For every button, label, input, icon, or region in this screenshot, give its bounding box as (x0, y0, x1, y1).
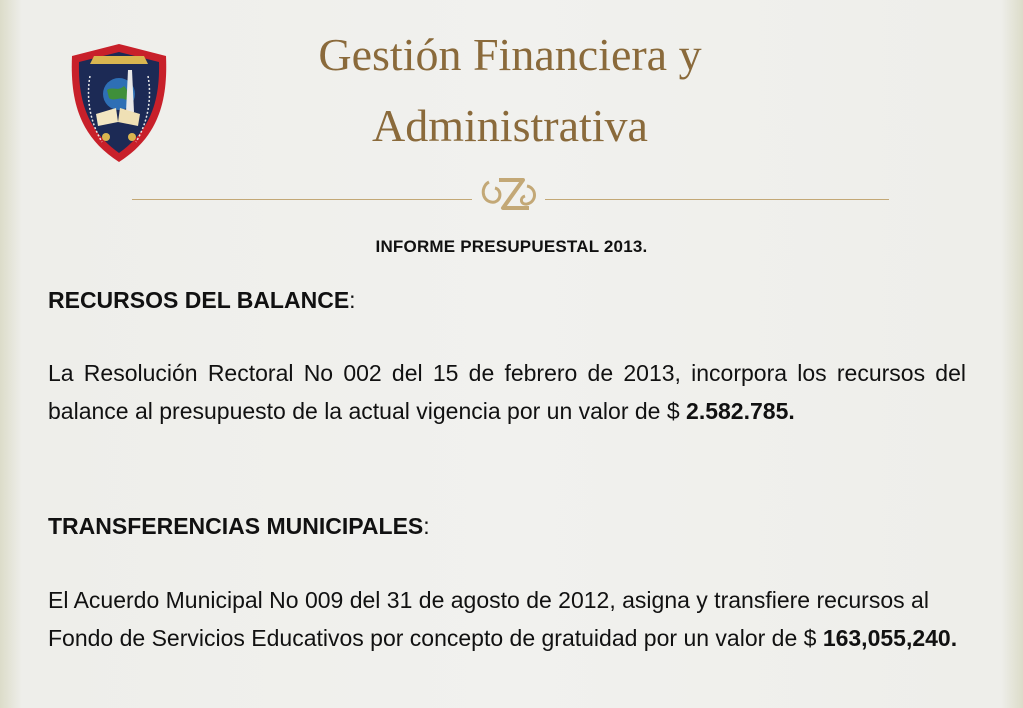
section-heading-recursos (48, 281, 966, 319)
heading-text: TRANSFERENCIAS MUNICIPALES (48, 513, 424, 539)
report-subtitle: INFORME PRESUPUESTAL 2013. (375, 237, 648, 256)
title-divider-right (545, 199, 889, 200)
paragraph-recursos (48, 354, 966, 430)
amount-value: 2.582.785. (686, 398, 795, 424)
paragraph-text: La Resolución Rectoral No 002 del 15 de febrero de 2013, incorpora los recursos del balance al presupuesto de la actual vigencia por un valor de $ (48, 360, 966, 424)
institution-crest-logo (66, 42, 172, 164)
paragraph-transferencias (48, 581, 958, 657)
heading-text: RECURSOS DEL BALANCE (48, 287, 350, 313)
ornament-flourish-icon (475, 172, 543, 218)
heading-colon: : (423, 513, 430, 539)
amount-value: 163,055,240. (822, 625, 958, 651)
paragraph-text: El Acuerdo Municipal No 009 del 31 de agosto de 2012, asigna y transfiere recursos al Fondo de Servicios Educativos por concepto de gratuidad por un valor de $ (48, 587, 929, 651)
slide-title-line-2: Administrativa (372, 100, 648, 151)
section-heading-transferencias (48, 507, 966, 545)
title-divider-left (132, 199, 472, 200)
slide-title-line-1: Gestión Financiera y (318, 29, 702, 80)
heading-colon: : (349, 287, 356, 313)
